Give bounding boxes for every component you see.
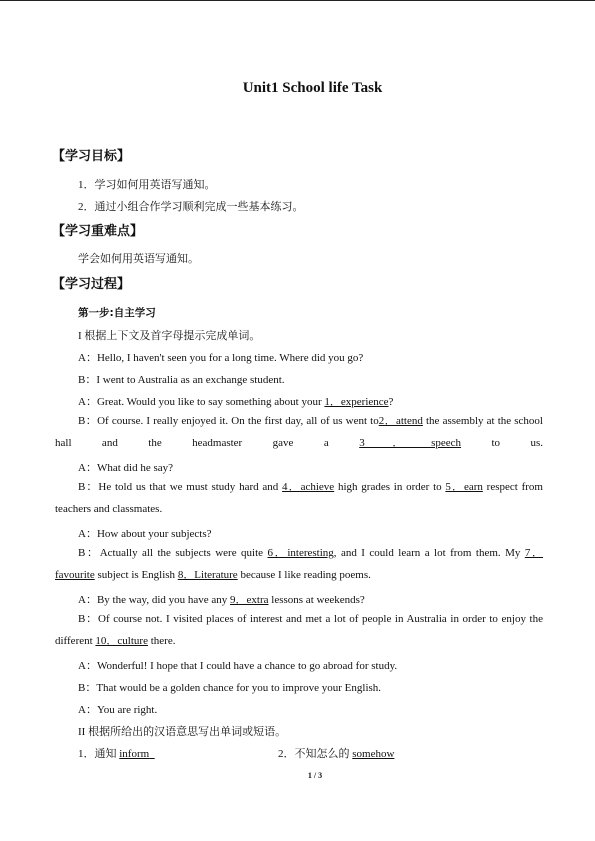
dialogue-line: A：Wonderful! I hope that I could have a chance to go abroad for study. [78, 660, 398, 672]
dialogue-line: B：That would be a golden chance for you to improve your English. [78, 682, 382, 694]
dialogue-line: B：I went to Australia as an exchange student. [78, 374, 285, 386]
dialogue-paragraph: B：He told us that we must study hard and 4．achieve high grades in order to 5．earn respect from teachers and classmates. [55, 481, 543, 515]
answer-blank: inform [119, 748, 150, 760]
dialogue-line: A：What did he say? [78, 462, 173, 474]
answer-blank: 4．achieve [282, 481, 335, 493]
answer-blank: 3．speech [359, 437, 462, 449]
answer-blank: 5．earn [445, 481, 483, 493]
page-title: Unit1 School life Task [242, 80, 383, 96]
dialogue-paragraph: B：Of course. I really enjoyed it. On the first day, all of us went to2．attend the assembly at the school hall and the headmaster gave a 3．speech to us. [55, 415, 543, 449]
answer-blank: somehow [352, 748, 395, 760]
vocab-question-2: 2．不知怎么的 somehow [278, 748, 395, 760]
answer-blank: 9．extra [230, 594, 269, 606]
dialogue-line: A：Great. Would you like to say something about your 1．experience? [78, 396, 394, 408]
step1-heading: 第一步:自主学习 [78, 307, 156, 319]
goal-item-1: 1．学习如何用英语写通知。 [78, 179, 216, 191]
answer-blank: 10．culture [95, 635, 148, 647]
key-points-heading: 【学习重难点】 [52, 224, 144, 239]
page-top-border [0, 0, 595, 1]
dialogue-line: A：By the way, did you have any 9．extra lessons at weekends? [78, 594, 365, 606]
dialogue-paragraph: B：Of course not. I visited places of interest and met a lot of people in Australia in order to enjoy the different 10．culture there. [55, 613, 543, 647]
vocab-question-1: 1．通知 inform [78, 748, 150, 760]
dialogue-paragraph: B：Actually all the subjects were quite 6．interesting, and I could learn a lot from them. My 7．favourite subject is English 8．Literature because I like reading poems. [55, 547, 544, 581]
part2-instruction: II 根据所给出的汉语意思写出单词或短语。 [78, 726, 287, 738]
process-heading: 【学习过程】 [52, 277, 131, 292]
answer-blank: 2．attend [378, 415, 423, 427]
answer-blank: 1．experience [324, 396, 389, 408]
part1-instruction: I 根据上下文及首字母提示完成单词。 [78, 330, 261, 342]
goal-item-2: 2．通过小组合作学习顺利完成一些基本练习。 [78, 201, 304, 213]
goals-heading: 【学习目标】 [52, 149, 131, 164]
answer-blank: 7．favourite [55, 547, 544, 581]
dialogue-line: A：Hello, I haven't seen you for a long time. Where did you go? [78, 352, 364, 364]
dialogue-line: A：You are right. [78, 704, 158, 716]
answer-blank: 8．Literature [177, 569, 238, 581]
answer-blank: 6．interesting [267, 547, 334, 559]
page-number: 1 / 3 [307, 771, 323, 780]
dialogue-line: A：How about your subjects? [78, 528, 212, 540]
key-points-text: 学会如何用英语写通知。 [78, 253, 199, 265]
